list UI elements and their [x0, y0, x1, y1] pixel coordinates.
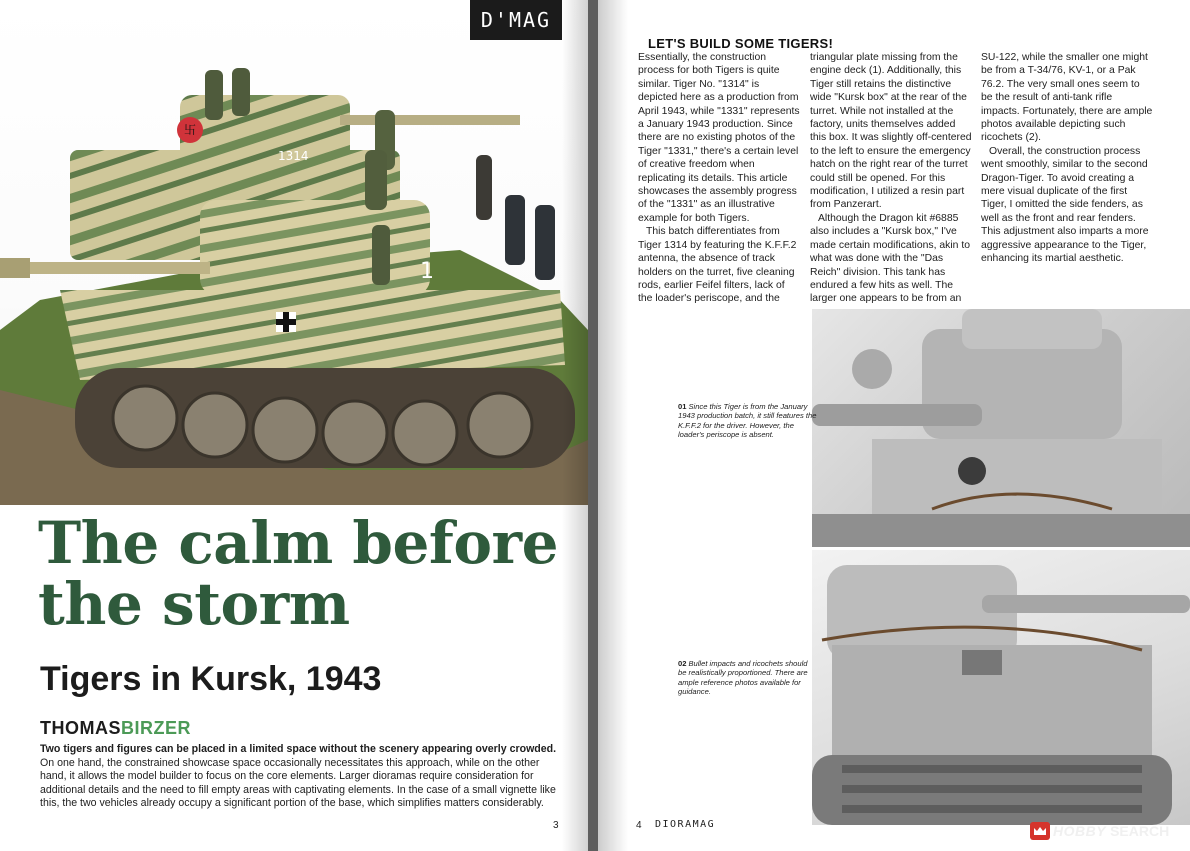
paragraph: Overall, the construction process went smoothly, similar to the second Dragon-Tiger. To avoid creating a mere visual duplicate of the first Tiger, I omitted the side fenders, as well as the front and rear fenders. This adjustment also imparts a more aggressive appearance to the Tiger, enhancing its martial aesthetic. — [981, 145, 1149, 265]
left-page — [0, 0, 588, 851]
caption-text: Since this Tiger is from the January 1943 production batch, it still features the K.F.F.2 for the driver. However, the loader's periscope is absent. — [678, 402, 817, 440]
paragraph: triangular plate missing from the engine deck (1). Additionally, this Tiger still retains the distinctive wide "Kursk box" at the rear of the turret. While not installed at the factory, units themselves added this box. It was slightly off-centered to the left to ensure the emergency hatch on the right rear of the turret could still be opened. For this modification, I utilized a resin part from Panzerart. — [810, 52, 972, 211]
svg-text:卐: 卐 — [183, 123, 197, 137]
paragraph: Although the Dragon kit #6885 also includes a "Kursk box," I've made certain modifications, akin to what was done with the "Das Reich" division. This tank has endured a few hits as well. The larger one appears to be from an — [810, 212, 970, 305]
text-column-2 — [810, 51, 972, 306]
hobbysearch-logo-icon — [1030, 822, 1050, 840]
page-number-left: 3 — [553, 820, 559, 831]
caption-number: 01 — [678, 402, 687, 411]
article-title-line-1: The calm before — [38, 509, 558, 577]
article-title — [38, 509, 583, 638]
article-title-line-2: the storm — [38, 570, 350, 638]
balkenkreuz-icon — [276, 312, 296, 332]
article-subtitle: Tigers in Kursk, 1943 — [40, 660, 382, 698]
turret-number-marking: 1314 — [278, 149, 309, 163]
text-column-1 — [638, 51, 800, 306]
section-heading: LET'S BUILD SOME TIGERS! — [648, 36, 834, 51]
gutter-shadow — [598, 0, 628, 851]
photo-caption-2 — [678, 659, 818, 697]
caption-number: 02 — [678, 659, 687, 668]
grey-tiger-turret-illustration — [812, 309, 1190, 547]
page-number-right: 4 — [636, 820, 642, 831]
tiger-diorama-illustration — [0, 0, 588, 505]
photo-turret-closeup — [812, 309, 1190, 547]
photo-caption-1 — [678, 402, 818, 440]
photo-front-hull — [812, 550, 1190, 825]
author-last-name: BIRZER — [121, 718, 191, 738]
intro-paragraph — [40, 743, 560, 811]
hull-number-marking: 1 — [420, 259, 434, 284]
hobbysearch-watermark — [1030, 822, 1169, 840]
footer-magazine-name: DIORAMAG — [655, 819, 716, 830]
magazine-badge: D'MAG — [470, 0, 562, 40]
intro-lead: Two tigers and figures can be placed in a limited space without the scenery appearing overly crowded. — [40, 743, 557, 755]
paragraph: Essentially, the construction process for both Tigers is quite similar. Tiger No. "1314" is depicted here as a production from April 1943, while "1331" represents a January 1943 production. Since there are no existing photos of the Tiger "1331," there's a certain level of creative freedom when replicating its details. This article showcases the assembly progress of the "1331" as an illustrative example for both Tigers. — [638, 52, 800, 224]
hero-diorama-photo — [0, 0, 588, 505]
grey-tiger-front-illustration — [812, 550, 1190, 825]
caption-text: Bullet impacts and ricochets should be realistically proportioned. There are ample reference photos available for guidance. — [678, 659, 808, 697]
watermark-brand: HOBBY — [1053, 823, 1107, 839]
intro-body: On one hand, the constrained showcase space occasionally necessitates this approach, while on the other hand, it allows the model builder to focus on the core elements. Larger dioramas require consideration for additional details and the need to fill empty areas with captivating elements. In the case of a small vignette like this, the two vehicles already occupy a significant portion of the base, which simplifies matters considerably. — [40, 756, 556, 810]
text-column-3 — [981, 51, 1153, 266]
paragraph: SU-122, while the smaller one might be from a T-34/76, KV-1, or a Pak 76.2. The very small ones seem to be the result of anti-tank rifle impacts. Fortunately, there are ample photos available depicting such ricochets (2). — [981, 52, 1153, 144]
watermark-suffix: SEARCH — [1110, 823, 1170, 839]
paragraph: This batch differentiates from Tiger 1314 by featuring the K.F.F.2 antenna, the absence of track holders on the turret, five cleaning rods, earlier Feifel filters, lack of the loader's periscope, and the — [638, 226, 797, 305]
author-byline — [40, 718, 191, 739]
author-first-name: THOMAS — [40, 718, 121, 738]
right-page — [598, 0, 1190, 851]
